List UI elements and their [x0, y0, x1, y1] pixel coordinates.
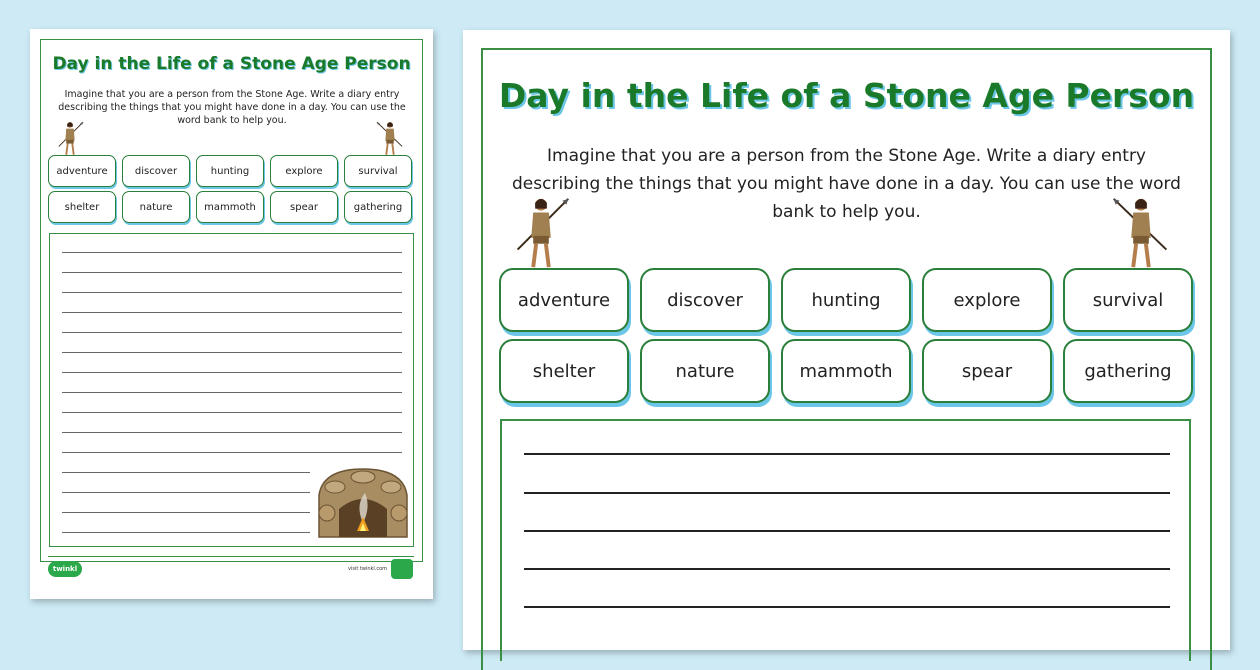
writing-line [62, 392, 402, 393]
word-card: gathering [1063, 339, 1193, 403]
cave-icon [315, 465, 411, 539]
word-card: shelter [48, 191, 116, 223]
twinkl-logo: twinkl [48, 561, 82, 577]
word-card: spear [922, 339, 1052, 403]
stone-age-hunter-icon [1111, 193, 1171, 271]
writing-line [62, 252, 402, 253]
word-card: spear [270, 191, 338, 223]
word-card: adventure [499, 268, 629, 332]
stone-age-hunter-icon [376, 116, 404, 160]
worksheet-title: Day in the Life of a Stone Age Person [52, 54, 411, 74]
word-card: gathering [344, 191, 412, 223]
footer-divider [48, 556, 414, 557]
worksheet-instructions: Imagine that you are a person from the Stone Age. Write a diary entry describing the things that you might have done in a day. You can use the word bank to help you. [512, 146, 1181, 222]
word-card: shelter [499, 339, 629, 403]
word-card: explore [922, 268, 1052, 332]
word-card: hunting [196, 155, 264, 187]
writing-line [62, 272, 402, 273]
writing-line [62, 532, 310, 533]
word-bank [499, 268, 1193, 403]
word-card: discover [640, 268, 770, 332]
writing-area [500, 419, 1191, 661]
writing-line [62, 292, 402, 293]
writing-line [62, 472, 310, 473]
word-bank [48, 155, 416, 223]
writing-line [524, 606, 1170, 608]
word-card: survival [344, 155, 412, 187]
stone-age-hunter-icon [511, 193, 571, 271]
writing-line [62, 352, 402, 353]
word-card: nature [122, 191, 190, 223]
word-card: hunting [781, 268, 911, 332]
writing-line [62, 412, 402, 413]
word-card: mammoth [196, 191, 264, 223]
word-card: nature [640, 339, 770, 403]
word-card: mammoth [781, 339, 911, 403]
worksheet-title: Day in the Life of a Stone Age Person [498, 76, 1195, 115]
stone-age-hunter-icon [56, 116, 84, 160]
word-card: explore [270, 155, 338, 187]
worksheet-instructions: Imagine that you are a person from the Stone Age. Write a diary entry describing the things that you might have done in a day. You can use the word bank to help you. [58, 89, 406, 126]
writing-line [62, 432, 402, 433]
writing-line [524, 530, 1170, 532]
word-card: survival [1063, 268, 1193, 332]
writing-line [62, 492, 310, 493]
writing-line [62, 452, 402, 453]
writing-line [62, 372, 402, 373]
badge-icon [391, 559, 413, 579]
word-card: adventure [48, 155, 116, 187]
worksheet-preview-large [463, 30, 1230, 650]
writing-line [62, 332, 402, 333]
writing-line [524, 453, 1170, 455]
worksheet-preview-small [30, 29, 433, 599]
writing-line [524, 568, 1170, 570]
writing-line [62, 312, 402, 313]
word-card: discover [122, 155, 190, 187]
footer-url: visit twinkl.com [348, 566, 388, 572]
writing-line [524, 492, 1170, 494]
writing-line [62, 512, 310, 513]
